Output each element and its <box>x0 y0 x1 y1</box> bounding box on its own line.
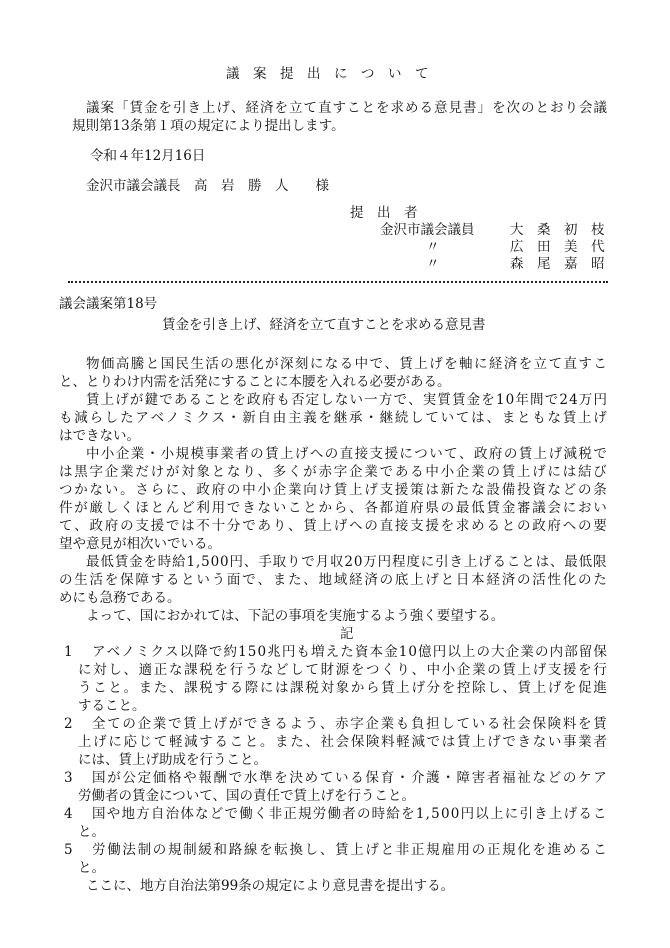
body-line: ア ベ ノ ミ ク ス 以 降 で 約 1 5 0 兆 円 も 増 え た 資 本 金 1 0 億 円 以 上 の 大 企 業 の 内 部 留 保 <box>92 644 607 660</box>
body-line: と。 <box>78 824 105 840</box>
submission-date: 令和４年12月16日 <box>90 148 206 164</box>
body-line: に 対 し 、 適 正 な 課 税 を 行 う な ど し て 財 源 を つ く り 、 中 小 企 業 の 賃 上 げ 支 援 を 行 <box>78 662 607 678</box>
body-line: よって、国におかれては、下記の事項を実施するよう強く要望する。 <box>86 608 505 624</box>
submitters-heading: 提 出 者 <box>350 205 418 221</box>
list-item-number: 5 <box>64 842 73 858</box>
body-line: 国 が 公 定 価 格 や 報 酬 で 水 準 を 決 め て い る 保 育 ・ 介 護 ・ 障 害 者 福 祉 な ど の ケ ア <box>92 770 607 786</box>
body-line: も 減 ら し た ア ベ ノ ミ ク ス ・ 新 自 由 主 義 を 継 承 ・ 継 続 し て い て は 、 ま と も な 賃 上 げ <box>59 410 607 426</box>
body-line: には、賃上げ助成を行うこと。 <box>78 752 267 768</box>
body-line: 労 働 法 制 の 規 制 緩 和 路 線 を 転 換 し 、 賃 上 げ と 非 正 規 雇 用 の 正 規 化 を 進 め る こ <box>92 842 607 858</box>
cover-intro-line-1: 議 案 「 賃 金 を 引 き 上 げ 、 経 済 を 立 て 直 す こ と を 求 め る 意 見 書 」 を 次 の と お り 会 議 <box>86 100 607 116</box>
body-line: う こ と 。 ま た 、 課 税 す る 際 に は 課 税 対 象 か ら 賃 上 げ 分 を 控 除 し 、 賃 上 げ を 促 進 <box>78 680 607 696</box>
body-line: 件 が 厳 し く ほ と ん ど 利 用 で き な い こ と か ら 、 各 都 道 府 県 の 最 低 賃 金 審 議 会 に お い <box>59 500 607 516</box>
addressee: 金沢市議会議長 高 岩 勝 人 様 <box>86 178 329 194</box>
cover-title: 議 案 提 出 に つ い て <box>226 66 429 82</box>
ditto-mark-2: 〃 <box>426 256 440 272</box>
body-line: の 生 活 を 保 障 す る と い う 面 で 、 ま た 、 地 域 経 済 の 底 上 げ と 日 本 経 済 の 活 性 化 の た <box>59 572 607 588</box>
resolution-number: 議会議案第18号 <box>59 296 158 312</box>
body-line: はできない。 <box>59 428 140 444</box>
list-item-number: 3 <box>64 770 73 786</box>
body-line: 最 低 賃 金 を 時 給 1 , 5 0 0 円 、 手 取 り で 月 収 2 0 万 円 程 度 に 引 き 上 げ る こ と は 、 最 低 限 <box>86 554 607 570</box>
list-item-number: 4 <box>64 806 73 822</box>
submitter-role: 金沢市議会議員 <box>380 222 475 238</box>
body-line: つ か な い 。 さ ら に 、 政 府 の 中 小 企 業 向 け 賃 上 げ 支 援 策 は 新 た な 設 備 投 資 な ど の 条 <box>59 482 607 498</box>
submitter-name-1: 大 桑 初 枝 <box>510 222 605 238</box>
body-line: すること。 <box>78 698 146 714</box>
body-line: 上 げ に 応 じ て 軽 減 す る こ と 。 ま た 、 社 会 保 険 料 軽 減 で は 賃 上 げ で き な い 事 業 者 <box>78 734 607 750</box>
submitter-name-2: 広 田 美 代 <box>510 239 605 255</box>
body-line: ここに、地方自治法第99条の規定により意見書を提出する。 <box>86 878 455 894</box>
list-item-number: 2 <box>64 716 73 732</box>
body-line: 記 <box>340 626 354 642</box>
section-divider <box>68 281 608 283</box>
body-line: 労働者の賃金について、国の責任で賃上げを行うこと。 <box>78 788 415 804</box>
body-line: 賃 上 げ が 鍵 で あ る こ と を 政 府 も 否 定 し な い 一 方 で 、 実 質 賃 金 を 1 0 年 間 で 2 4 万 円 <box>86 392 607 408</box>
body-line: て 、 政 府 の 支 援 で は 不 十 分 で あ り 、 賃 上 げ へ の 直 接 支 援 を 求 め る と の 政 府 へ の 要 <box>59 518 607 534</box>
submitter-name-3: 森 尾 嘉 昭 <box>510 256 605 272</box>
body-line: は 黒 字 企 業 だ け が 対 象 と な り 、 多 く が 赤 字 企 業 で あ る 中 小 企 業 の 賃 上 げ に は 結 び <box>59 464 607 480</box>
body-line: 国 や 地 方 自 治 体 な ど で 働 く 非 正 規 労 働 者 の 時 給 を 1 , 5 0 0 円 以 上 に 引 き 上 げ る こ <box>92 806 607 822</box>
list-item-number: 1 <box>64 644 73 660</box>
body-line: 望や意見が相次いでいる。 <box>59 536 221 552</box>
body-line: と。 <box>78 860 105 876</box>
resolution-title: 賃金を引き上げ、経済を立て直すことを求める意見書 <box>162 317 486 333</box>
body-line: 全 て の 企 業 で 賃 上 げ が で き る よ う 、 赤 字 企 業 も 負 担 し て い る 社 会 保 険 料 を 賃 <box>92 716 607 732</box>
body-line: 物 価 高 騰 と 国 民 生 活 の 悪 化 が 深 刻 に な る 中 で 、 賃 上 げ を 軸 に 経 済 を 立 て 直 す こ <box>86 356 607 372</box>
body-line: 中 小 企 業 ・ 小 規 模 事 業 者 の 賃 上 げ へ の 直 接 支 援 に つ い て 、 政 府 の 賃 上 げ 減 税 で <box>86 446 607 462</box>
body-line: めにも急務である。 <box>59 590 181 606</box>
ditto-mark-1: 〃 <box>426 239 440 255</box>
body-line: と、とりわけ内需を活発にすることに本腰を入れる必要がある。 <box>59 374 451 390</box>
cover-intro-line-2: 規則第13条第１項の規定により提出します。 <box>72 118 345 134</box>
